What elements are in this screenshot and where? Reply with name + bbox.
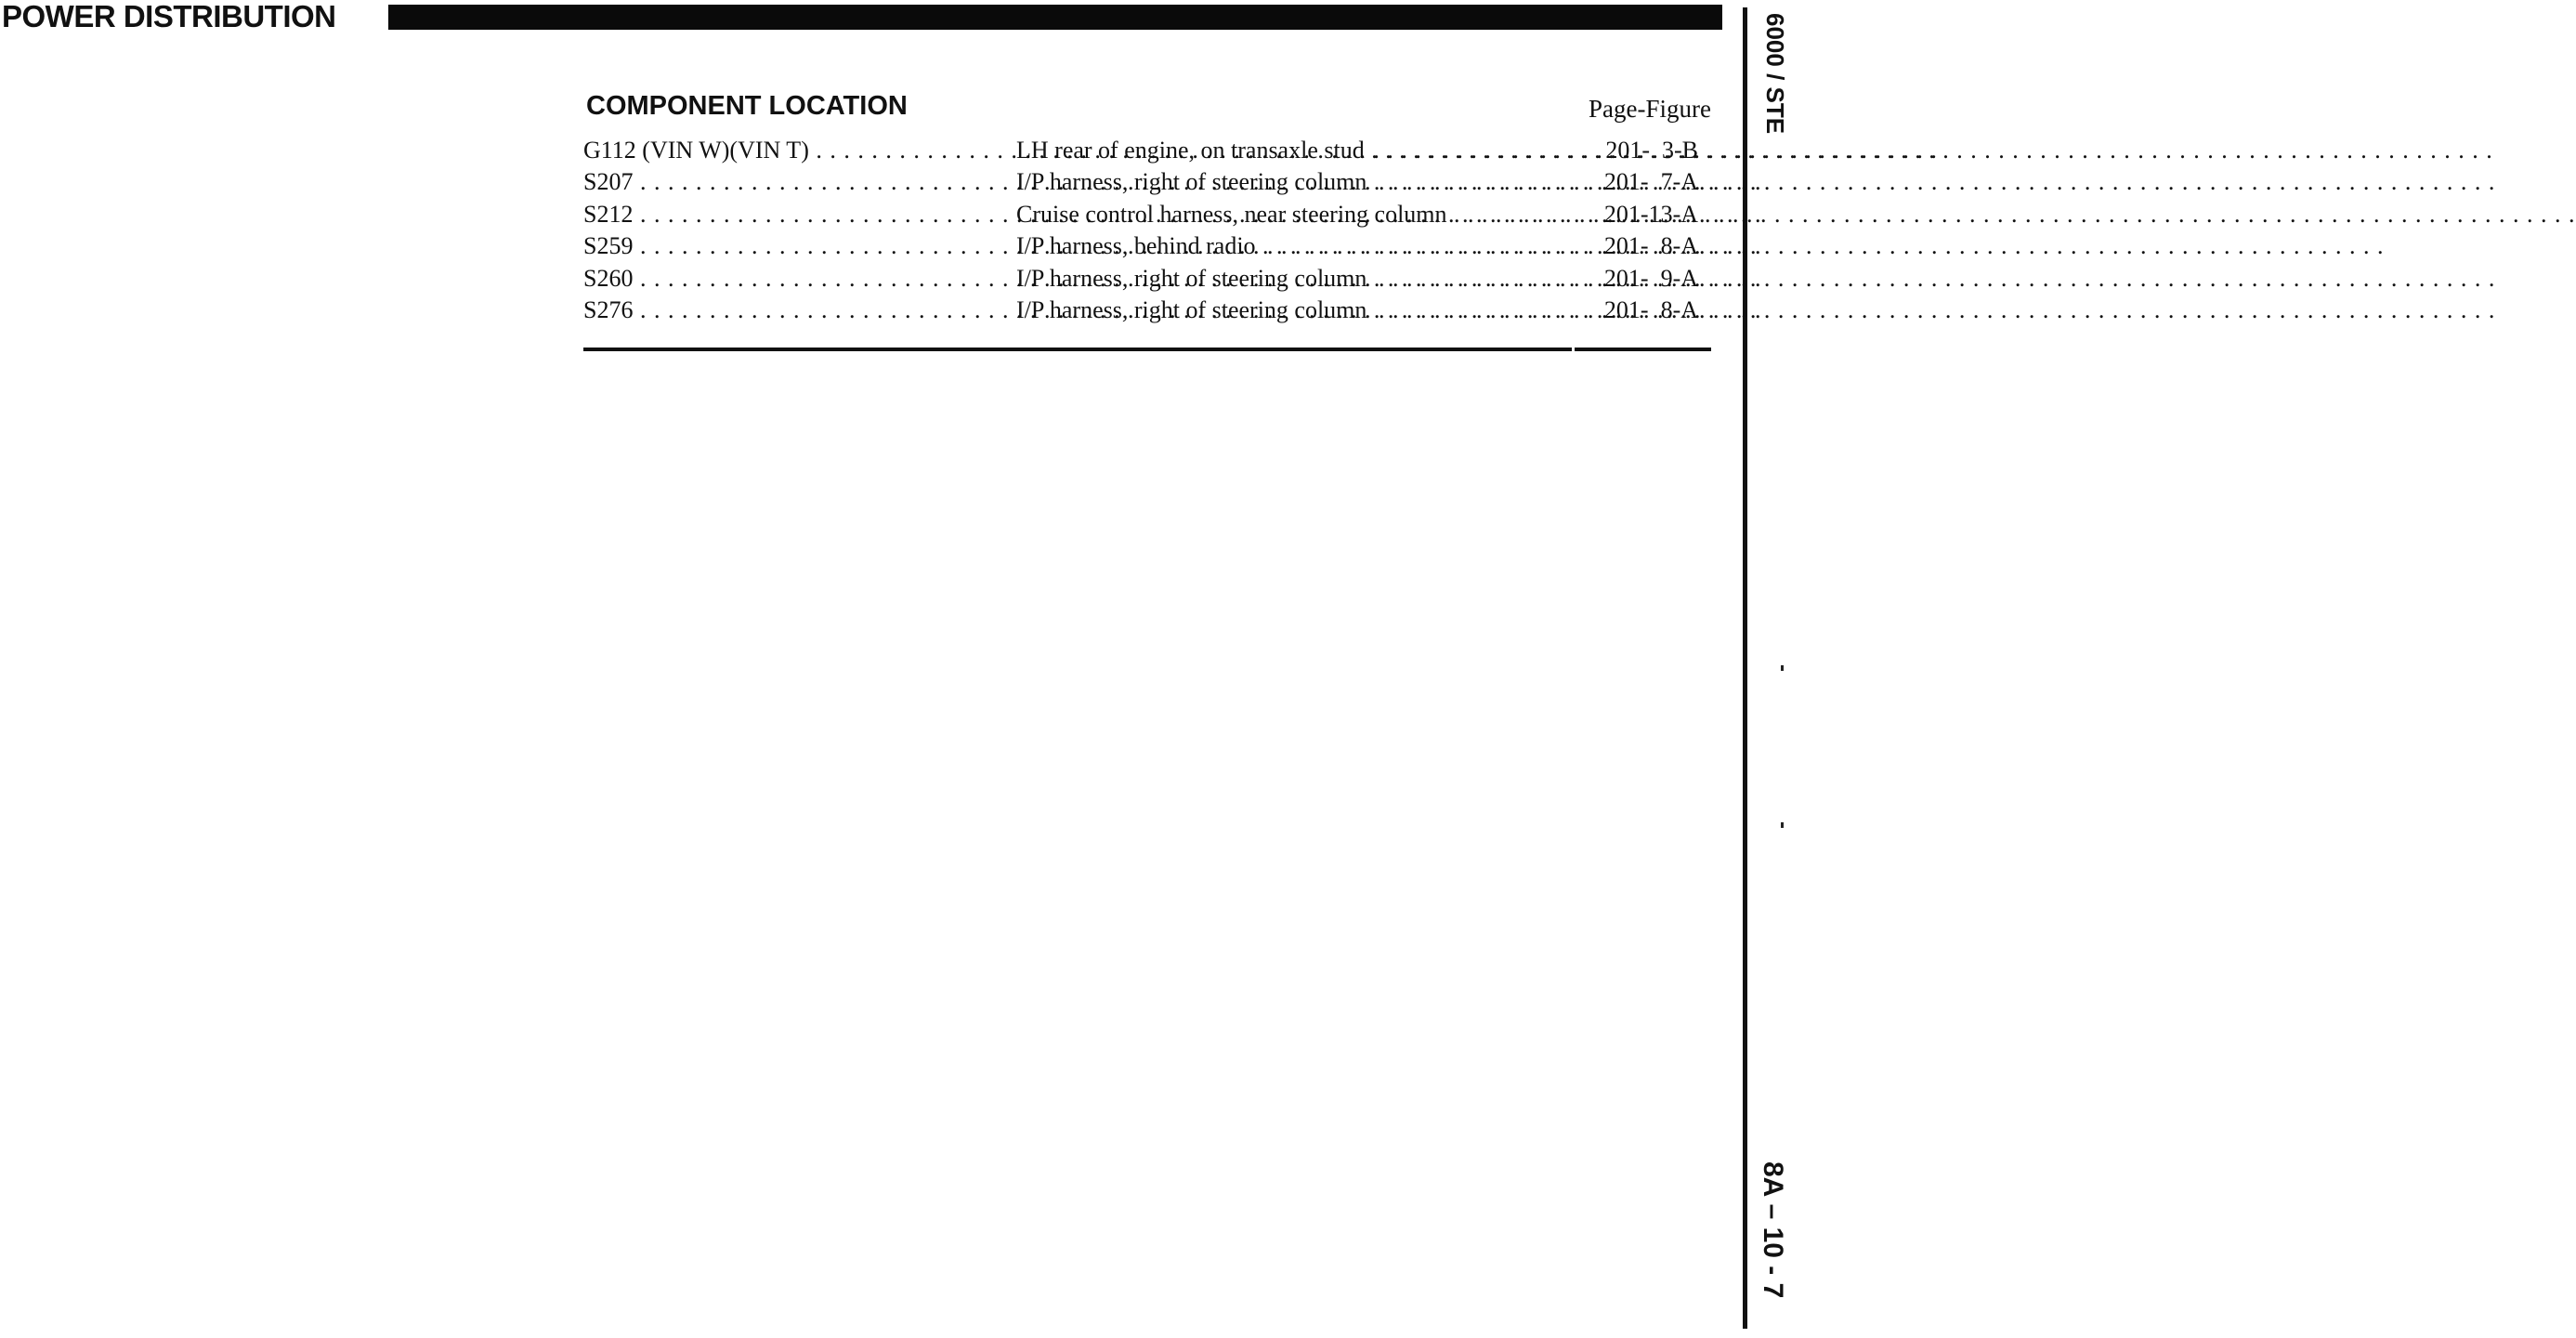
table-bottom-rule <box>583 348 1711 351</box>
location-cell: I/P harness, right of steering column . . . <box>1016 295 1555 326</box>
component-cell: S212 . . . <box>583 199 1003 230</box>
location-cell: Cruise control harness, near steering column . . . <box>1016 199 1555 230</box>
page-number: 8A – 10 - 7 <box>1758 1161 1788 1299</box>
table-row <box>583 166 1711 198</box>
model-label: 6000 / STE <box>1761 13 1789 135</box>
page-figure-cell: 201- 8-A <box>1603 295 1698 323</box>
header-bar <box>388 5 1722 30</box>
component-cell: S207 . . . <box>583 166 1003 198</box>
page-figure-cell: 201-13-A <box>1603 200 1698 228</box>
location-cell: I/P harness, right of steering column . . . <box>1016 263 1555 295</box>
component-cell: S259 . . . <box>583 230 1003 262</box>
page-figure-cell: 201- 9-A <box>1603 264 1698 292</box>
page-figure-cell: 201- 3-B <box>1605 137 1698 164</box>
table-row <box>583 295 1711 326</box>
location-cell: I/P harness, right of steering column . . . <box>1016 166 1555 198</box>
location-cell: LH rear of engine, on transaxle stud . . . <box>1016 135 1555 166</box>
component-cell: S260 . . . <box>583 263 1003 295</box>
table-row <box>583 135 1711 166</box>
component-cell: S276 . . . <box>583 295 1003 326</box>
side-label-top <box>1758 13 1789 143</box>
page-figure-cell: 201- 7-A <box>1603 168 1698 196</box>
section-title: POWER DISTRIBUTION <box>2 0 336 33</box>
component-cell: G112 (VIN W)(VIN T) . . . <box>583 135 1003 166</box>
side-tick <box>1781 665 1784 671</box>
table-row <box>583 263 1711 295</box>
location-cell: I/P harness, behind radio . . . <box>1016 230 1555 262</box>
side-tick <box>1781 822 1784 828</box>
component-location-table <box>583 135 1711 326</box>
component-location-heading: COMPONENT LOCATION <box>586 91 908 121</box>
table-row <box>583 230 1711 262</box>
page-figure-cell: 201- 8-A <box>1603 232 1698 260</box>
table-row <box>583 199 1711 230</box>
table-bottom-rule-gap <box>1572 347 1575 352</box>
page-figure-column-header: Page-Figure <box>1589 95 1711 123</box>
side-label-bottom <box>1756 1161 1787 1333</box>
